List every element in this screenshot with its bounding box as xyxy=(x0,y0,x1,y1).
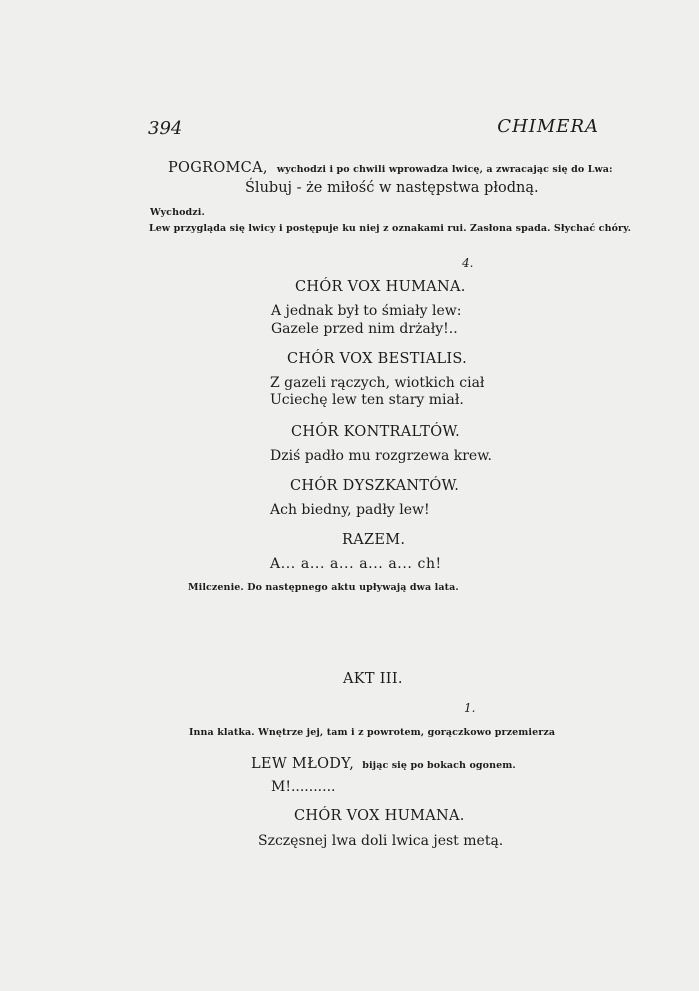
page-number: 394 xyxy=(148,118,183,139)
stage-direction: bijąc się po bokach ogonem. xyxy=(362,760,516,771)
verse-line: Gazele przed nim drżały!.. xyxy=(271,321,458,337)
verse-line: Ślubuj - że miłość w następstwa płodną. xyxy=(245,180,539,196)
chorus-title: RAZEM. xyxy=(342,532,406,548)
stage-direction: wychodzi i po chwili wprowadza lwicę, a zwracając się do Lwa: xyxy=(276,164,613,175)
verse-line: Dziś padło mu rozgrzewa krew. xyxy=(270,448,492,464)
verse-line: A... a... a... a... a... ch! xyxy=(270,556,442,572)
act-title: AKT III. xyxy=(343,671,403,687)
speaker-line xyxy=(168,157,613,176)
chorus-title: CHÓR KONTRALTÓW. xyxy=(291,424,461,440)
chorus-title: CHÓR VOX HUMANA. xyxy=(294,808,465,824)
verse-line: A jednak był to śmiały lew: xyxy=(271,303,462,319)
chorus-title: CHÓR VOX HUMANA. xyxy=(295,279,466,295)
speaker-line xyxy=(251,753,516,772)
chorus-title: CHÓR DYSZKANTÓW. xyxy=(290,478,460,494)
verse-line: Ach biedny, padły lew! xyxy=(270,502,430,518)
verse-line: Uciechę lew ten stary miał. xyxy=(270,392,464,408)
speaker-lew-mlody: LEW MŁODY, xyxy=(251,756,355,772)
chorus-title: CHÓR VOX BESTIALIS. xyxy=(287,351,468,367)
stage-direction: Wychodzi. xyxy=(150,207,205,218)
verse-line: M!.......... xyxy=(271,779,336,795)
section-number: 1. xyxy=(464,701,476,715)
verse-line: Z gazeli rączych, wiotkich ciał xyxy=(270,375,485,391)
speaker-pogromca: POGROMCA, xyxy=(168,160,268,176)
stage-direction: Inna klatka. Wnętrze jej, tam i z powrotem, gorączkowo przemierza xyxy=(189,727,556,738)
verse-line: Szczęsnej lwa doli lwica jest metą. xyxy=(258,833,504,849)
section-number: 4. xyxy=(462,256,474,270)
stage-direction: Milczenie. Do następnego aktu upływają dwa lata. xyxy=(188,582,459,593)
running-title: CHIMERA xyxy=(497,116,599,137)
stage-direction: Lew przygląda się lwicy i postępuje ku niej z oznakami rui. Zasłona spada. Słychać chóry. xyxy=(149,223,632,234)
